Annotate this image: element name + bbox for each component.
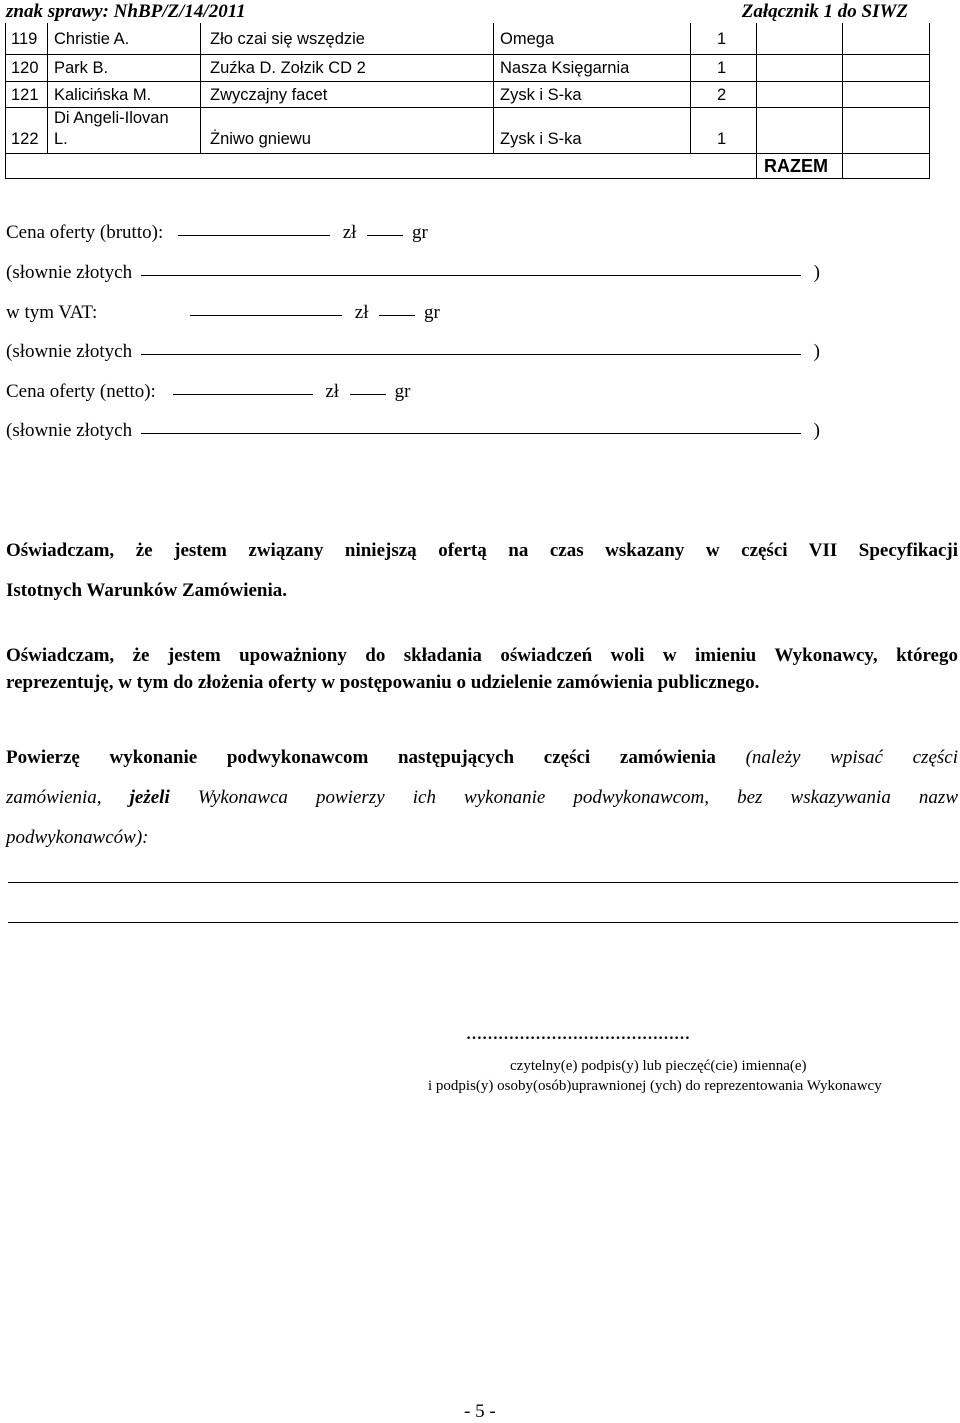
- total-label: RAZEM: [764, 156, 828, 176]
- bound-statement-line2: Istotnych Warunków Zamówienia.: [6, 580, 288, 601]
- gross-zl-field[interactable]: [178, 234, 330, 236]
- net-words-field[interactable]: [141, 432, 801, 434]
- zl-label: zł: [354, 302, 369, 323]
- zl-label: zł: [342, 222, 357, 243]
- gross-words-line: [6, 262, 820, 284]
- gross-price-label: Cena oferty (brutto):: [6, 222, 164, 243]
- gross-price-line: [6, 222, 428, 244]
- subcontract-blank-line-1[interactable]: [8, 882, 958, 883]
- row-120-title: Zuźka D. Zołzik CD 2: [210, 59, 366, 77]
- page-number: - 5 -: [464, 1401, 496, 1422]
- close-paren: ): [813, 341, 820, 362]
- row-122-qty: 1: [717, 130, 727, 148]
- attachment-label: Załącznik 1 do SIWZ: [741, 1, 908, 22]
- row-121-author: Kalicińska M.: [54, 86, 152, 104]
- close-paren: ): [813, 420, 820, 441]
- signature-dots: ……………………………………: [466, 1026, 690, 1043]
- row-119-publisher: Omega: [500, 30, 555, 48]
- vat-gr-field[interactable]: [379, 314, 415, 316]
- row-121-title: Zwyczajny facet: [210, 86, 328, 104]
- vat-zl-field[interactable]: [190, 314, 342, 316]
- case-sign: znak sprawy: NhBP/Z/14/2011: [6, 1, 246, 22]
- vat-label: w tym VAT:: [6, 302, 98, 323]
- net-words-line: [6, 420, 820, 442]
- vat-words-line: [6, 341, 820, 363]
- row-119-qty: 1: [717, 30, 727, 48]
- row-120-author: Park B.: [54, 59, 109, 77]
- row-121-qty: 2: [717, 86, 727, 104]
- net-price-line: [6, 381, 410, 403]
- subcontract-line1: [6, 745, 958, 771]
- row-119-title: Zło czai się wszędzie: [210, 30, 365, 48]
- row-121-no: 121: [11, 86, 39, 104]
- bound-statement-line1: Oświadczam, że jestem związany niniejszą ofertą na czas wskazany w części VII Specyfikacji: [6, 540, 958, 561]
- subcontract-line2-b: jeżeli: [129, 787, 170, 808]
- close-paren: ): [813, 262, 820, 283]
- net-zl-field[interactable]: [173, 393, 313, 395]
- subcontract-line3: podwykonawców):: [6, 827, 149, 848]
- row-120-publisher: Nasza Księgarnia: [500, 59, 630, 77]
- row-119-author: Christie A.: [54, 30, 130, 48]
- authorized-statement-line1: Oświadczam, że jestem upoważniony do składania oświadczeń woli w imieniu Wykonawcy, którego: [6, 645, 958, 666]
- row-122-author-line2: L.: [54, 130, 68, 148]
- words-label: (słownie złotych: [6, 341, 133, 362]
- zl-label: zł: [325, 381, 340, 402]
- gr-label: gr: [411, 222, 428, 243]
- words-label: (słownie złotych: [6, 262, 133, 283]
- net-gr-field[interactable]: [350, 393, 386, 395]
- signature-line2: i podpis(y) osoby(osób)uprawnionej (ych) do reprezentowania Wykonawcy: [428, 1078, 882, 1094]
- vat-line: [6, 302, 440, 324]
- row-119-no: 119: [11, 30, 38, 48]
- row-122-publisher: Zysk i S-ka: [500, 130, 582, 148]
- row-122-author-line1: Di Angeli-Ilovan: [54, 109, 169, 127]
- row-120-no: 120: [11, 59, 39, 77]
- row-122-no: 122: [11, 130, 39, 148]
- gross-gr-field[interactable]: [367, 234, 403, 236]
- signature-line1: czytelny(e) podpis(y) lub pieczęć(cie) imienna(e): [510, 1058, 807, 1074]
- subcontract-line2-a: zamówienia,: [6, 787, 102, 808]
- words-label: (słownie złotych: [6, 420, 133, 441]
- gr-label: gr: [423, 302, 440, 323]
- subcontract-blank-line-2[interactable]: [8, 922, 958, 923]
- subcontract-line2-c: Wykonawca powierzy ich wykonanie podwykonawcom, bez wskazywania nazw: [197, 787, 959, 808]
- gr-label: gr: [394, 381, 411, 402]
- vat-words-field[interactable]: [141, 353, 801, 355]
- row-121-publisher: Zysk i S-ka: [500, 86, 582, 104]
- authorized-statement-line2: reprezentuję, w tym do złożenia oferty w postępowaniu o udzielenie zamówienia publicznego.: [6, 672, 760, 693]
- gross-words-field[interactable]: [141, 274, 801, 276]
- subcontract-bold: Powierzę wykonanie podwykonawcom następujących części zamówienia: [6, 747, 716, 768]
- net-price-label: Cena oferty (netto):: [6, 381, 156, 402]
- subcontract-line2: [6, 785, 958, 811]
- row-122-title: Żniwo gniewu: [210, 130, 311, 148]
- row-120-qty: 1: [717, 59, 727, 77]
- subcontract-italic1: (należy wpisać części: [745, 747, 958, 768]
